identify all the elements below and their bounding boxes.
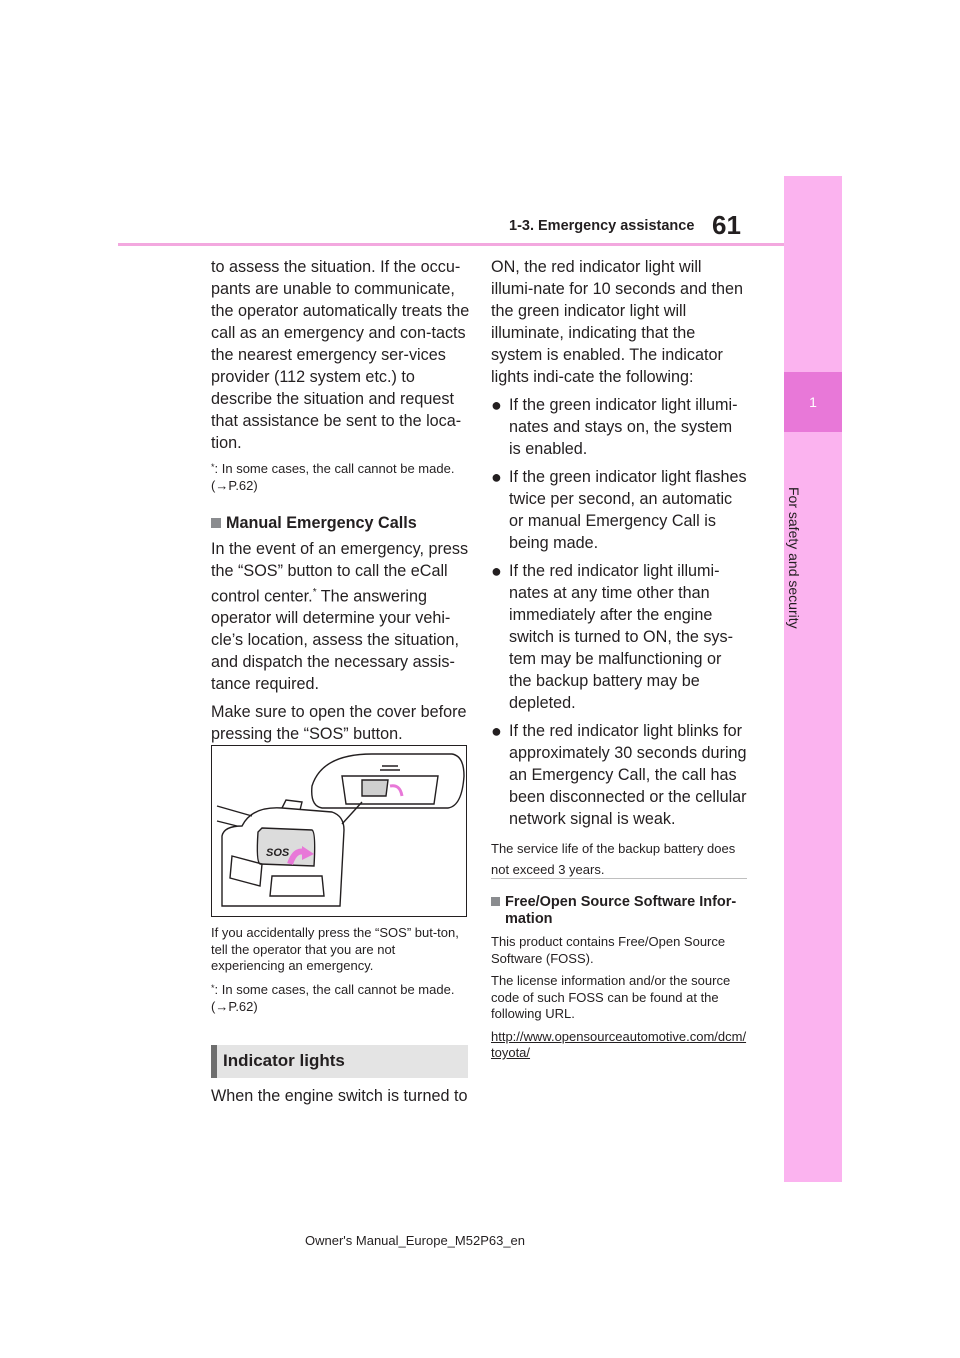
indicator-lights-heading bbox=[211, 1045, 468, 1078]
footnote-mark: * bbox=[312, 587, 317, 598]
side-tab-label bbox=[782, 487, 806, 687]
paragraph: This product contains Free/Open Source Software (FOSS). bbox=[491, 934, 726, 966]
divider bbox=[491, 878, 747, 879]
heading-bar bbox=[211, 1045, 217, 1078]
sos-button-illustration bbox=[211, 745, 467, 917]
left-column bbox=[211, 256, 471, 745]
left-lower bbox=[211, 925, 471, 1015]
square-bullet-icon bbox=[211, 518, 221, 528]
list-item-text: If the red indicator light illumi-nates at any time other than immediately after the engine switch is turned to ON, the sys-tem may be malfunctioning or the backup battery may be depleted. bbox=[509, 562, 734, 712]
footer: Owner's Manual_Europe_M52P63_en bbox=[305, 1233, 526, 1248]
footnote-text: : In some cases, the call cannot be made. (→P.62) bbox=[211, 981, 455, 1014]
list-item-text: If the green indicator light illumi-nates and stays on, the system is enabled. bbox=[509, 396, 738, 458]
paragraph: The license information and/or the source code of such FOSS can be found at the following URL. bbox=[491, 973, 731, 1021]
list-item bbox=[491, 394, 747, 460]
bullet-icon: ● bbox=[491, 467, 502, 487]
list-item-text: If the red indicator light blinks for approximately 30 seconds during an Emergency Call, the call has been disconnected or the cellular network signal is weak. bbox=[509, 722, 747, 828]
paragraph: ON, the red indicator light will illumi-nate for 10 seconds and then the green indicator light will illuminate, indicating that the system is enabled. The indicator lights indi-cate the following: bbox=[491, 258, 743, 386]
battery-note: The service life of the backup battery does not exceed 3 years. bbox=[491, 841, 736, 877]
overhead-console-sos-icon bbox=[212, 746, 466, 916]
subheading-text: Manual Emergency Calls bbox=[226, 514, 417, 532]
bullet-icon: ● bbox=[491, 721, 502, 741]
paragraph: to assess the situation. If the occu-pants are unable to communicate, the operator automatically treats the call as an emergency and con-tacts the nearest emergency ser-vices provider (112 system etc.) to describe the situation and request that assistance be sent to the loca-tion. bbox=[211, 258, 470, 452]
caption: If you accidentally press the “SOS” but-ton, tell the operator that you are not experiencing an emergency. bbox=[211, 925, 459, 973]
paragraph-text: In the event of an emergency, press the “SOS” button to call the eCall control center. bbox=[211, 540, 469, 606]
foss-section bbox=[491, 894, 749, 1062]
list-item bbox=[491, 466, 747, 554]
side-tab-number: 1 bbox=[809, 394, 817, 410]
footnote-text: : In some cases, the call cannot be made. (→P.62) bbox=[211, 461, 455, 493]
square-bullet-icon bbox=[491, 897, 500, 906]
side-tab-label-text: For safety and security bbox=[786, 487, 802, 629]
foss-url-link[interactable]: http://www.opensourceautomotive.com/dcm/toyota/ bbox=[491, 1028, 747, 1060]
foss-heading-text: Free/Open Source Software Infor-mation bbox=[505, 894, 737, 927]
paragraph-text: The answering operator will determine your vehi-cle’s location, assess the situation, and dispatch the necessary assis-tance required. bbox=[211, 587, 460, 694]
heading-text: Indicator lights bbox=[223, 1051, 345, 1070]
footnote-mark: * bbox=[211, 462, 215, 472]
section-title: 1-3. Emergency assistance bbox=[509, 218, 695, 234]
page-number: 61 bbox=[712, 210, 741, 240]
paragraph: Make sure to open the cover before pressing the “SOS” button. bbox=[211, 703, 467, 744]
list-item bbox=[491, 560, 747, 714]
footnote bbox=[211, 460, 471, 494]
paragraph: When the engine switch is turned to bbox=[211, 1087, 468, 1105]
subheading-manual-emergency bbox=[211, 512, 471, 534]
bullet-icon: ● bbox=[491, 395, 502, 415]
figure-sos-label: SOS bbox=[266, 847, 290, 859]
footnote bbox=[211, 981, 471, 1015]
bullet-icon: ● bbox=[491, 561, 502, 581]
footnote-mark: * bbox=[211, 982, 215, 993]
foss-heading bbox=[491, 894, 749, 928]
right-column bbox=[491, 256, 747, 880]
header-rule bbox=[118, 243, 784, 246]
list-item bbox=[491, 720, 747, 830]
paragraph bbox=[211, 538, 471, 695]
list-item-text: If the green indicator light flashes twice per second, an automatic or manual Emergency Call is being made. bbox=[509, 468, 747, 552]
